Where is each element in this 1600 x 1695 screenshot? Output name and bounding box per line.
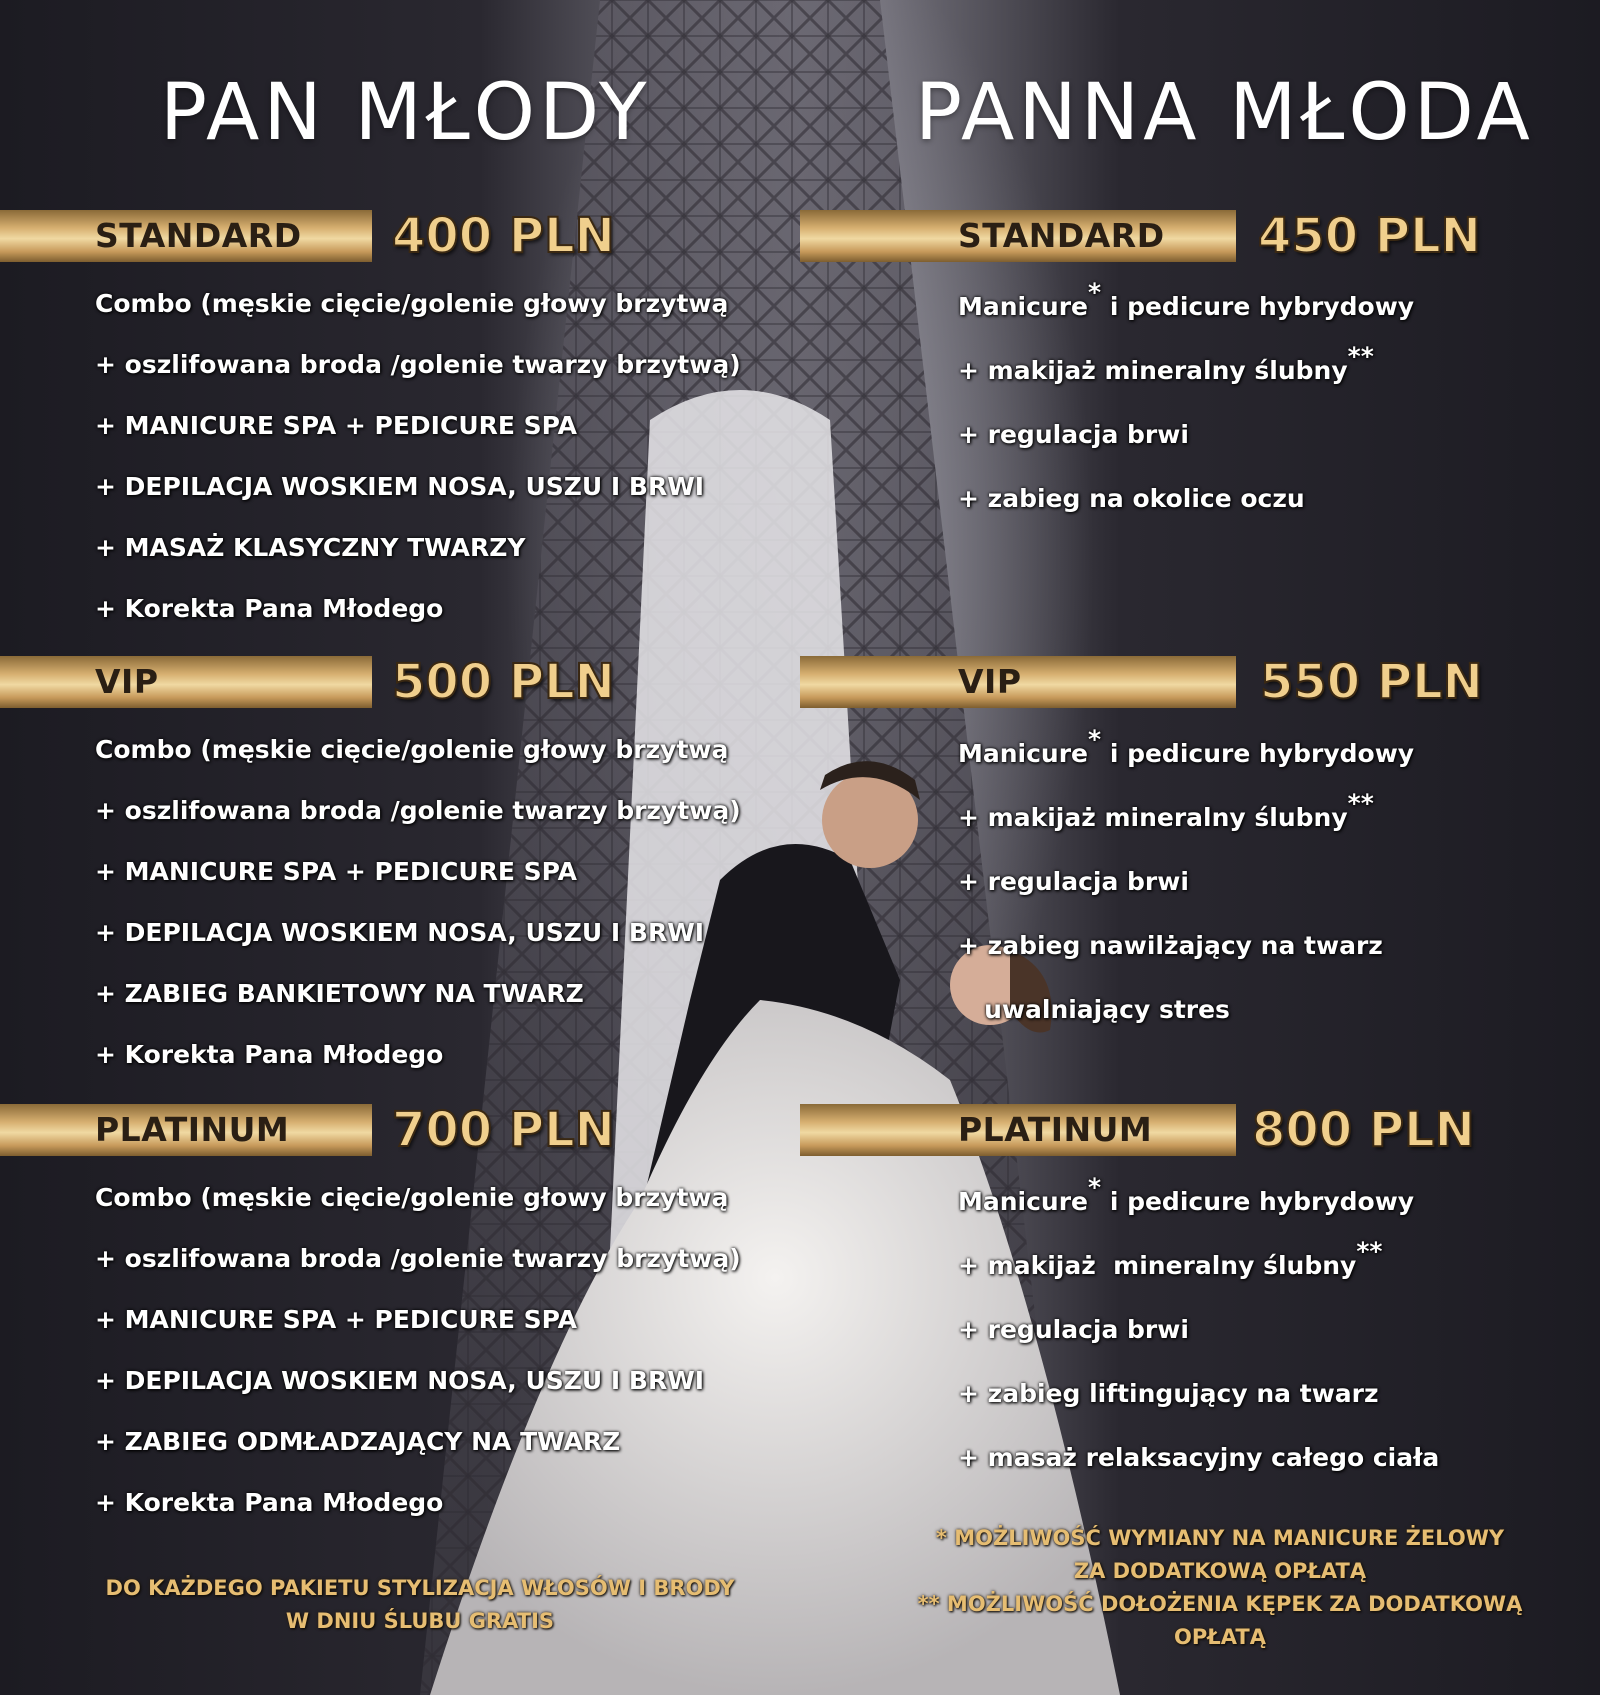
bride-standard-tier: STANDARD [958, 216, 1165, 255]
list-item: + DEPILACJA WOSKIEM NOSA, USZU I BRWI [95, 918, 705, 947]
footnote-manicure-line2: ZA DODATKOWĄ OPŁATĄ [1073, 1559, 1367, 1583]
groom-standard-tier: STANDARD [95, 216, 302, 255]
list-item: Manicure* i pedicure hybrydowy [958, 1173, 1415, 1216]
list-item: + makijaż mineralny ślubny** [958, 1237, 1383, 1280]
groom-standard-price: 400 PLN [392, 208, 615, 264]
list-item: Combo (męskie cięcie/golenie głowy brzytwą [95, 1183, 729, 1212]
list-item: + zabieg na okolice oczu [958, 484, 1305, 513]
list-item: + Korekta Pana Młodego [95, 1040, 444, 1069]
groom-platinum-list [95, 1181, 741, 1547]
list-item: + regulacja brwi [958, 867, 1189, 896]
list-item: + MASAŻ KLASYCZNY TWARZY [95, 533, 526, 562]
footnote-lashes-line1: ** MOŻLIWOŚĆ DOŁOŻENIA KĘPEK ZA DODATKOWĄ [917, 1592, 1523, 1616]
bride-platinum-tier: PLATINUM [958, 1110, 1153, 1149]
bride-vip-tier: VIP [958, 662, 1022, 701]
list-item: Combo (męskie cięcie/golenie głowy brzytwą [95, 735, 729, 764]
groom-vip-price: 500 PLN [392, 654, 615, 710]
groom-footer-line1: DO KAŻDEGO PAKIETU STYLIZACJA WŁOSÓW I BRODY [105, 1576, 735, 1600]
groom-platinum-tier: PLATINUM [95, 1110, 290, 1149]
groom-standard-list [95, 287, 741, 653]
groom-vip-band [0, 656, 372, 708]
list-item: + oszlifowana broda /golenie twarzy brzytwą) [95, 350, 741, 379]
bride-platinum-list [958, 1173, 1440, 1505]
list-item: Manicure* i pedicure hybrydowy [958, 725, 1415, 768]
list-item: + MANICURE SPA + PEDICURE SPA [95, 411, 578, 440]
list-item: + oszlifowana broda /golenie twarzy brzytwą) [95, 796, 741, 825]
list-item: + DEPILACJA WOSKIEM NOSA, USZU I BRWI [95, 1366, 705, 1395]
list-item: + ZABIEG BANKIETOWY NA TWARZ [95, 979, 584, 1008]
list-item: + oszlifowana broda /golenie twarzy brzytwą) [95, 1244, 741, 1273]
bride-vip-price: 550 PLN [1260, 654, 1483, 710]
bride-heading: PANNA MŁODA [915, 68, 1534, 158]
list-item: + MANICURE SPA + PEDICURE SPA [95, 1305, 578, 1334]
footnote-lashes-line2: OPŁATĄ [1174, 1625, 1266, 1649]
groom-vip-tier: VIP [95, 662, 159, 701]
bride-vip-list [958, 725, 1415, 1057]
list-item: + makijaż mineralny ślubny** [958, 342, 1374, 385]
list-item: + makijaż mineralny ślubny** [958, 789, 1374, 832]
bride-standard-price: 450 PLN [1258, 208, 1481, 264]
bride-standard-list [958, 278, 1415, 546]
bride-platinum-price: 800 PLN [1252, 1102, 1475, 1158]
list-item: + DEPILACJA WOSKIEM NOSA, USZU I BRWI [95, 472, 705, 501]
footnote-manicure-line1: * MOŻLIWOŚĆ WYMIANY NA MANICURE ŻELOWY [935, 1526, 1505, 1550]
list-item: + Korekta Pana Młodego [95, 594, 444, 623]
groom-vip-list [95, 733, 741, 1099]
list-item: + Korekta Pana Młodego [95, 1488, 444, 1517]
groom-footer-note [40, 1572, 800, 1638]
list-item: + MANICURE SPA + PEDICURE SPA [95, 857, 578, 886]
list-item: + regulacja brwi [958, 420, 1189, 449]
groom-heading: PAN MŁODY [160, 68, 651, 158]
list-item: + zabieg liftingujący na twarz [958, 1379, 1379, 1408]
list-item: + masaż relaksacyjny całego ciała [958, 1443, 1440, 1472]
groom-platinum-price: 700 PLN [392, 1102, 615, 1158]
list-item: Manicure* i pedicure hybrydowy [958, 278, 1415, 321]
groom-footer-line2: W DNIU ŚLUBU GRATIS [285, 1609, 555, 1633]
list-item: Combo (męskie cięcie/golenie głowy brzytwą [95, 289, 729, 318]
list-item: + zabieg nawilżający na twarz [958, 931, 1383, 960]
bride-footnotes [860, 1522, 1580, 1654]
list-item: + ZABIEG ODMŁADZAJĄCY NA TWARZ [95, 1427, 621, 1456]
list-item: + regulacja brwi [958, 1315, 1189, 1344]
list-item: uwalniający stres [958, 995, 1230, 1024]
